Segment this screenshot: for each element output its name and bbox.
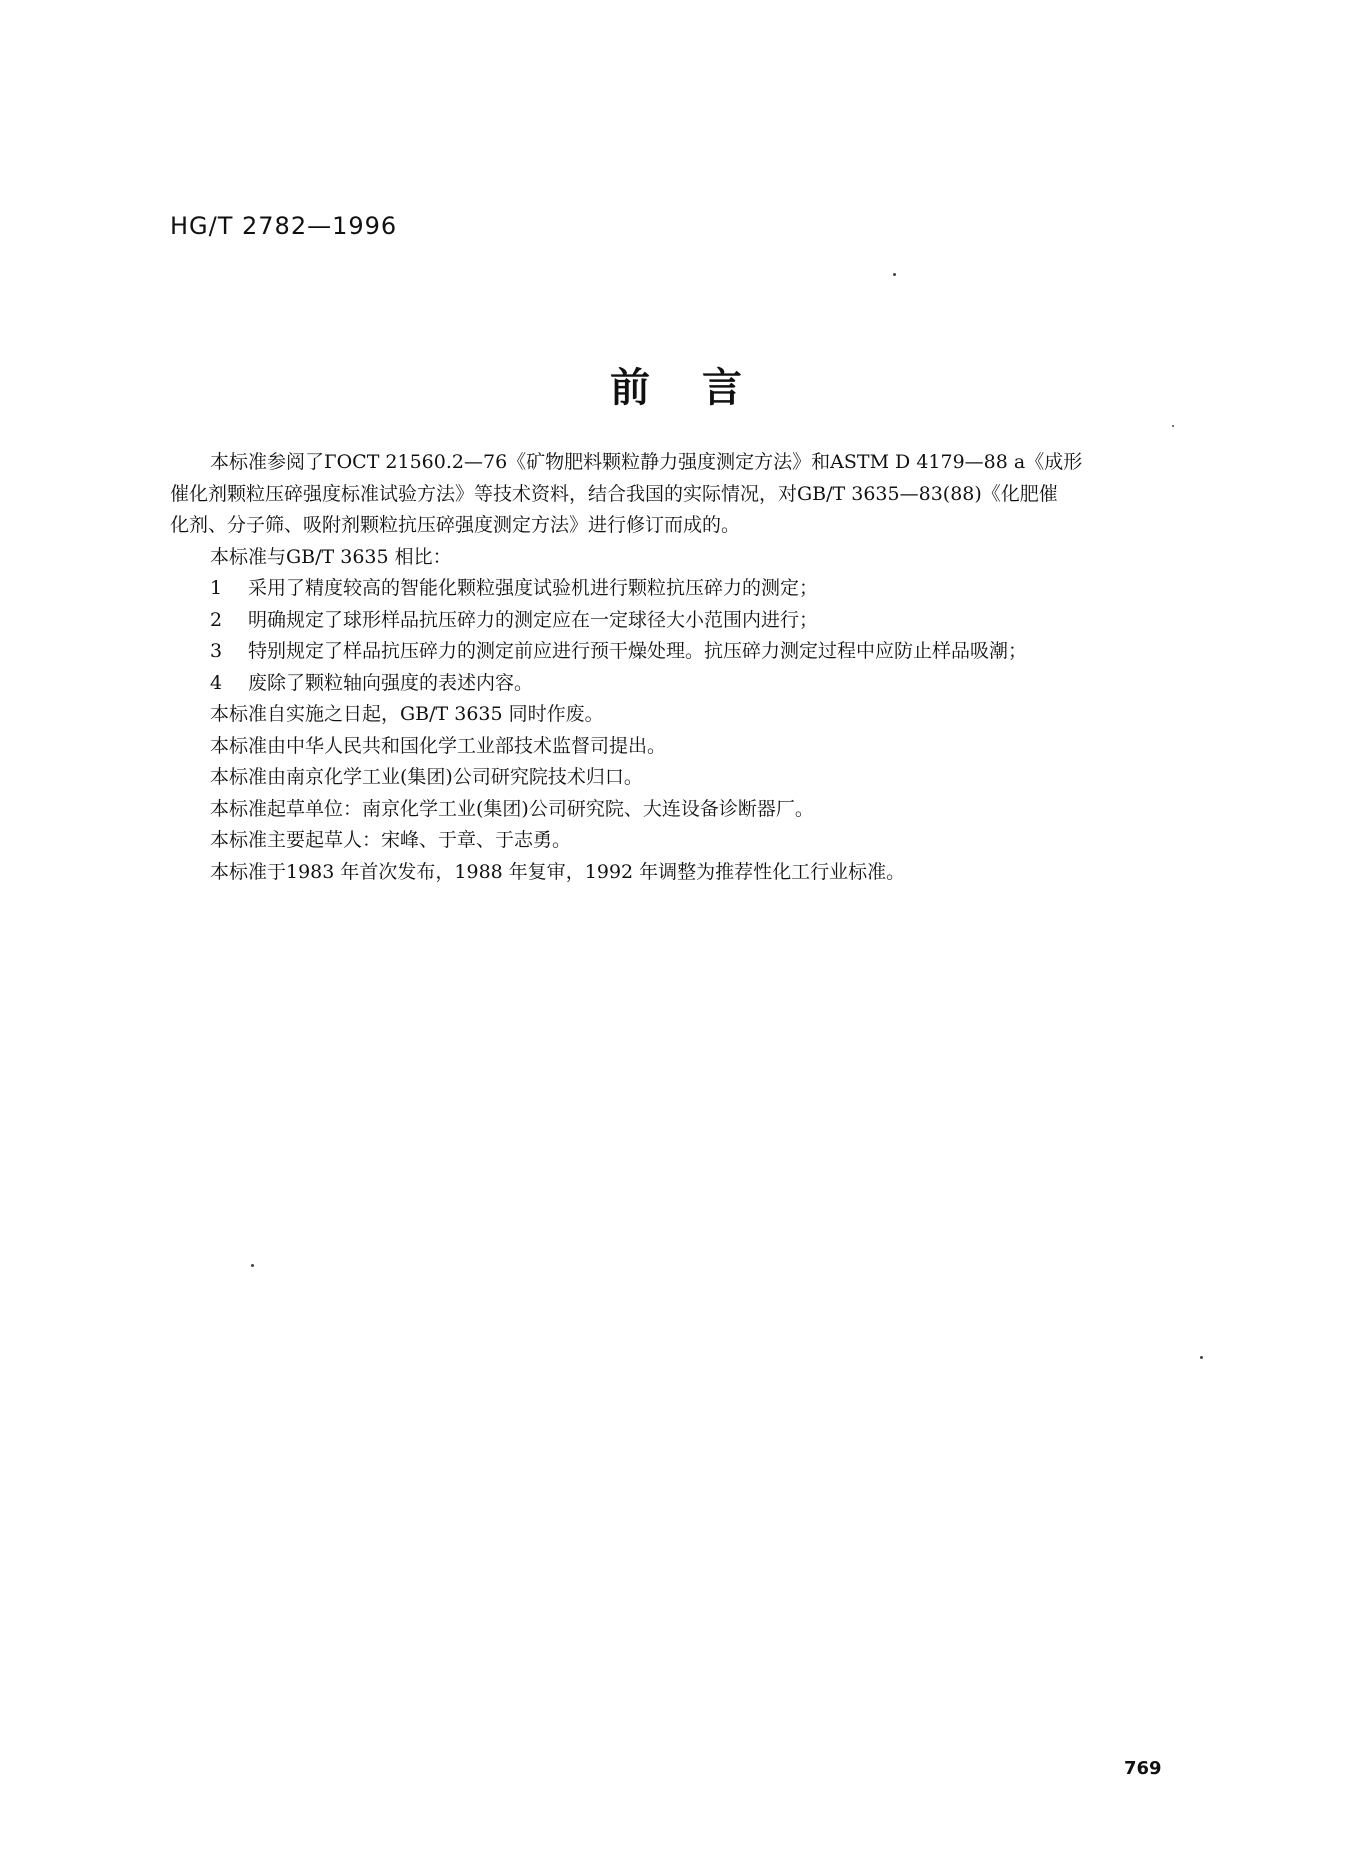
list-item-number: 3 xyxy=(210,640,223,662)
statement-proposer: 本标准由中华人民共和国化学工业部技术监督司提出。 xyxy=(210,734,667,757)
list-item-text: 明确规定了球形样品抗压碎力的测定应在一定球径大小范围内进行； xyxy=(248,608,819,631)
statement-drafting-units: 本标准起草单位：南京化学工业(集团)公司研究院、大连设备诊断器厂。 xyxy=(210,797,814,820)
statement-history: 本标准于1983 年首次发布，1988 年复审，1992 年调整为推荐性化工行业标准。 xyxy=(210,860,906,883)
list-item-number: 4 xyxy=(210,671,223,694)
list-item-text: 特别规定了样品抗压碎力的测定前应进行预干燥处理。抗压碎力测定过程中应防止样品吸潮； xyxy=(248,640,1028,662)
intro-paragraph-line-3: 化剂、分子筛、吸附剂颗粒抗压碎强度测定方法》进行修订而成的。 xyxy=(170,514,741,536)
statement-centralized: 本标准由南京化学工业(集团)公司研究院技术归口。 xyxy=(210,766,643,788)
list-item xyxy=(210,605,1200,637)
list-item xyxy=(210,668,1200,700)
statement-drafters: 本标准主要起草人：宋峰、于章、于志勇。 xyxy=(210,829,572,851)
scan-speck xyxy=(1172,425,1174,427)
list-item-number: 1 xyxy=(210,577,223,599)
scan-speck xyxy=(251,1264,254,1267)
compare-intro: 本标准与GB/T 3635 相比： xyxy=(210,545,452,568)
list-item xyxy=(210,573,1200,605)
page-title: 前言 xyxy=(610,365,794,411)
scan-speck xyxy=(1200,1356,1203,1359)
scan-speck xyxy=(893,273,896,276)
intro-paragraph-line-1: 本标准参阅了ГОСТ 21560.2—76《矿物肥料颗粒静力强度测定方法》和ASTM D 4179—88 a《成形 xyxy=(210,451,1083,473)
list-item xyxy=(210,636,1200,668)
standard-code-header: HG/T 2782—1996 xyxy=(170,212,398,240)
page-number: 769 xyxy=(1124,1758,1162,1779)
list-item-text: 废除了颗粒轴向强度的表述内容。 xyxy=(248,671,534,694)
document-body xyxy=(170,447,1200,888)
list-item-text: 采用了精度较高的智能化颗粒强度试验机进行颗粒抗压碎力的测定； xyxy=(248,577,819,599)
statement-abolish: 本标准自实施之日起，GB/T 3635 同时作废。 xyxy=(210,703,604,725)
intro-paragraph-line-2: 催化剂颗粒压碎强度标准试验方法》等技术资料，结合我国的实际情况，对GB/T 3635—83(88)《化肥催 xyxy=(170,482,1058,505)
list-item-number: 2 xyxy=(210,608,223,631)
